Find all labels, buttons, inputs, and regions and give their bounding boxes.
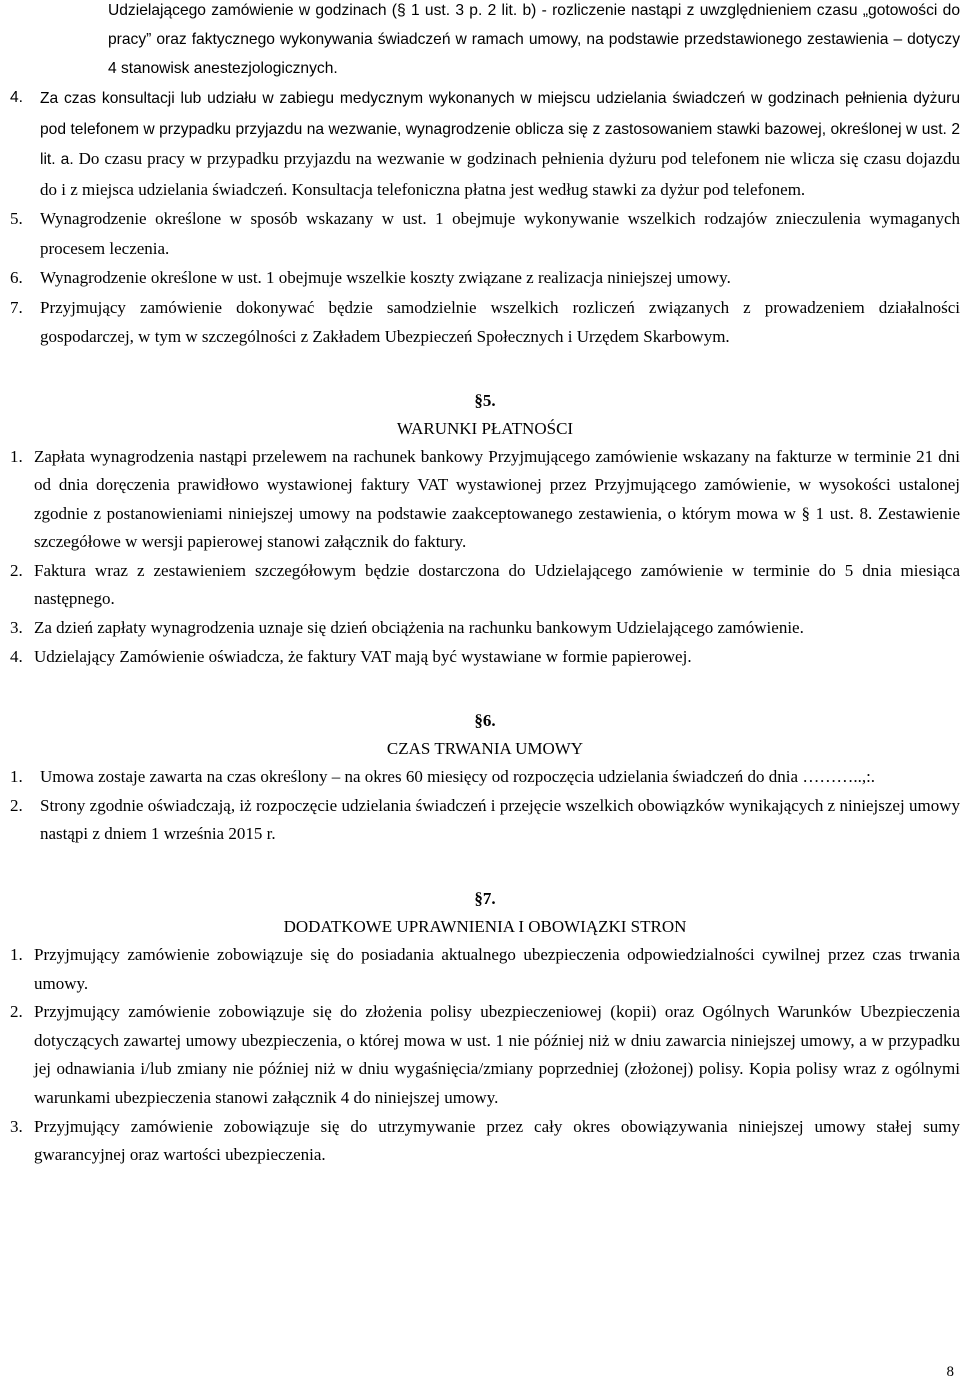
section6-number xyxy=(10,707,960,735)
section6-item-2 xyxy=(10,792,960,849)
item-number: 7. xyxy=(10,297,23,317)
item-text: Strony zgodnie oświadczają, iż rozpoczęcie udzielania świadczeń i przejęcie wszelkich obowiązków wynikających z niniejszej umowy nastąpi z dniem 1 września 2015 r. xyxy=(40,795,960,844)
section6-title: CZAS TRWANIA UMOWY xyxy=(386,739,584,759)
item-number: 3. xyxy=(10,618,23,638)
section4-item-5 xyxy=(10,204,960,263)
section-number-text: 7. xyxy=(482,889,496,909)
item-text: Za dzień zapłaty wynagrodzenia uznaje się dzień obciążenia na rachunku bankowym Udzielającego zamówienie. xyxy=(34,618,804,638)
section-symbol: § xyxy=(474,889,483,909)
section4-item-7 xyxy=(10,293,960,352)
section5-item-3 xyxy=(10,614,960,643)
document-page xyxy=(10,0,960,1170)
section5-number xyxy=(10,387,960,415)
item-number: 4. xyxy=(10,646,23,666)
item-text: Wynagrodzenie określone w sposób wskazany w ust. 1 obejmuje wykonywanie wszelkich rodzajów znieczulenia wymaganych procesem leczenia. xyxy=(40,209,960,258)
item-number: 1. xyxy=(10,446,23,466)
section7-title: DODATKOWE UPRAWNIENIA I OBOWIĄZKI STRON xyxy=(283,917,687,937)
item-number: 2. xyxy=(10,560,23,580)
section5-item-1 xyxy=(10,443,960,557)
page-number: 8 xyxy=(946,1364,954,1380)
item-text: Wynagrodzenie określone w ust. 1 obejmuje wszelkie koszty związane z realizacja niniejszej umowy. xyxy=(40,268,731,287)
section5-title: WARUNKI PŁATNOŚCI xyxy=(396,418,574,438)
item-number: 1. xyxy=(10,767,23,787)
section-number-text: 6. xyxy=(482,711,496,731)
section-number-text: 5. xyxy=(482,390,496,410)
item-text: Udzielający Zamówienie oświadcza, że faktury VAT mają być wystawiane w formie papierowej. xyxy=(34,646,692,666)
section4-item-4 xyxy=(10,83,960,204)
item-number: 2. xyxy=(10,795,23,815)
continuation-text: Udzielającego zamówienie w godzinach (§ 1 ust. 3 p. 2 lit. b) - rozliczenie nastąpi z uwzględnieniem czasu „gotowości do pracy” oraz faktycznego wykonywania świadczeń w ramach umowy, na podstawie przedstawionego zestawienia – dotyczy 4 stanowisk anestezjologicznych. xyxy=(108,2,960,77)
section7-item-3 xyxy=(10,1113,960,1170)
item-number: 5. xyxy=(10,209,23,228)
section5-item-4 xyxy=(10,643,960,672)
item-text: Zapłata wynagrodzenia nastąpi przelewem na rachunek bankowy Przyjmującego zamówienie wskazany na fakturze w terminie 21 dni od dnia doręczenia prawidłowo wystawionej faktury VAT wystawionej przez Przyjmującego zamówienie, w wysokości ustalonej zgodnie z postanowieniami niniejszej umowy na podstawie zaakceptowanego zestawienia, o którym mowa w § 1 ust. 8. Zestawienie szczegółowe w wersji papierowej stanowi załącznik do faktury. xyxy=(34,446,960,552)
item-number: 2. xyxy=(10,1002,23,1022)
item-text: Przyjmujący zamówienie zobowiązuje się do utrzymywanie przez cały okres obowiązywania niniejszej umowy stałej sumy gwarancyjnej oraz wartości ubezpieczenia. xyxy=(34,1116,960,1165)
item-text: Umowa zostaje zawarta na czas określony – na okres 60 miesięcy od rozpoczęcia udzielania świadczeń do dnia ………..,:. xyxy=(40,767,876,787)
section4-item-6 xyxy=(10,263,960,293)
section-symbol: § xyxy=(474,711,483,731)
section6-item-1 xyxy=(10,763,960,792)
section-symbol: § xyxy=(474,390,483,410)
item-text-serif: Do czasu pracy w przypadku przyjazdu na wezwanie w godzinach pełnienia dyżuru pod telefonem nie wlicza się czasu dojazdu do i z miejsca udzielania świadczeń. Konsultacja telefoniczna płatna jest według stawki za dyżur pod telefonem. xyxy=(40,149,960,199)
item-text: Przyjmujący zamówienie zobowiązuje się do posiadania aktualnego ubezpieczenia odpowiedzialności cywilnej przez czas trwania umowy. xyxy=(34,945,960,993)
section7-number xyxy=(10,885,960,913)
item-text-sans: Za czas konsultacji lub udziału w zabiegu medycznym wykonanych w miejscu udzielania świadczeń w godzinach pełnienia dyżuru pod telefonem w przypadku przyjazdu na wezwanie, wynagrodzenie oblicza się z zastosowaniem stawki bazowej, określonej w ust. 2 lit. a. xyxy=(40,90,960,168)
section5-item-2 xyxy=(10,557,960,614)
item-number: 1. xyxy=(10,945,23,965)
section7-item-2 xyxy=(10,998,960,1112)
item-text: Przyjmujący zamówienie dokonywać będzie samodzielnie wszelkich rozliczeń związanych z prowadzeniem działalności gospodarczej, w tym w szczególności z Zakładem Ubezpieczeń Społecznych i Urzędem Skarbowym. xyxy=(40,297,960,346)
item-number: 4. xyxy=(10,89,24,106)
item-text: Przyjmujący zamówienie zobowiązuje się do złożenia polisy ubezpieczeniowej (kopii) oraz Ogólnych Warunków Ubezpieczenia dotyczących zawartej umowy ubezpieczenia, o której mowa w ust. 1 nie później niż w dniu zawarcia niniejszej umowy, a w przypadku jej odnawiania i/lub zmiany nie później niż w dniu wygaśnięcia/zmiany poprzedniej (złożonej) polisy. Kopia polisy wraz z ogólnymi warunkami ubezpieczenia stanowi załącznik 4 do niniejszej umowy. xyxy=(34,1002,960,1107)
item-number: 6. xyxy=(10,268,23,287)
item-number: 3. xyxy=(10,1116,23,1136)
item-text: Faktura wraz z zestawieniem szczegółowym będzie dostarczona do Udzielającego zamówienie w terminie do 5 dnia miesiąca następnego. xyxy=(34,560,960,609)
continuation-paragraph xyxy=(10,0,960,83)
section7-item-1 xyxy=(10,941,960,998)
